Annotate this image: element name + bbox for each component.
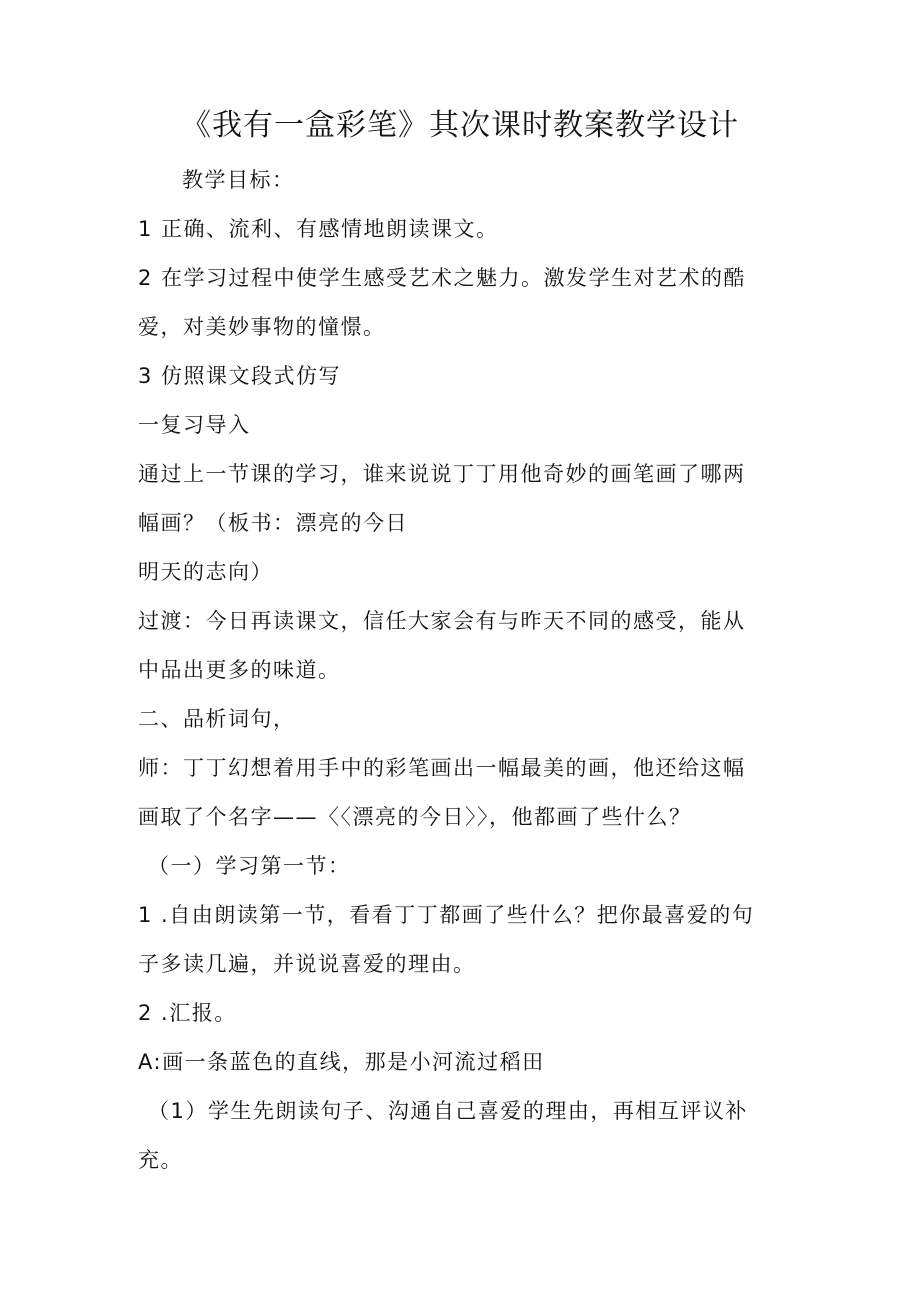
section-heading-analysis: 二、品析词句， [138, 707, 296, 731]
paragraph-line: 画取了个名字——〈〈漂亮的今日〉〉，他都画了些什么？ [138, 805, 692, 829]
section-heading-objectives: 教学目标： [182, 168, 295, 192]
list-item-continued: 充。 [138, 1148, 183, 1172]
list-item-continued: 子多读几遍，并说说喜爱的理由。 [138, 952, 476, 976]
document-body [138, 156, 778, 1185]
paragraph-line: 师：丁丁幻想着用手中的彩笔画出一幅最美的画，他还给这幅 [138, 756, 746, 780]
list-item: （1）学生先朗读句子、沟通自己喜爱的理由，再相互评议补 [148, 1099, 748, 1123]
document-title: 《我有一盒彩笔》其次课时教案教学设计 [181, 108, 739, 143]
list-item: 1 .自由朗读第一节，看看丁丁都画了些什么？把你最喜爱的句 [138, 903, 755, 927]
paragraph-line: 明天的志向） [138, 560, 273, 584]
paragraph-line: 幅画？（板书：漂亮的今日 [138, 511, 408, 535]
paragraph-line: 中品出更多的味道。 [138, 658, 341, 682]
subsection-heading: （一）学习第一节： [148, 854, 351, 878]
objective-1: 1 正确、流利、有感情地朗读课文。 [138, 217, 499, 241]
paragraph-line: 过渡：今日再读课文，信任大家会有与昨天不同的感受，能从 [138, 609, 746, 633]
objective-3: 3 仿照课文段式仿写 [138, 364, 342, 388]
objective-2: 2 在学习过程中使学生感受艺术之魅力。激发学生对艺术的酷 [138, 266, 747, 290]
objective-2-continued: 爱，对美妙事物的憧憬。 [138, 315, 386, 339]
section-heading-review: 一复习导入 [138, 413, 251, 437]
paragraph-line: A:画一条蓝色的直线，那是小河流过稻田 [138, 1050, 545, 1074]
paragraph-line: 通过上一节课的学习，谁来说说丁丁用他奇妙的画笔画了哪两 [138, 462, 746, 486]
list-item: 2 .汇报。 [138, 1001, 237, 1025]
